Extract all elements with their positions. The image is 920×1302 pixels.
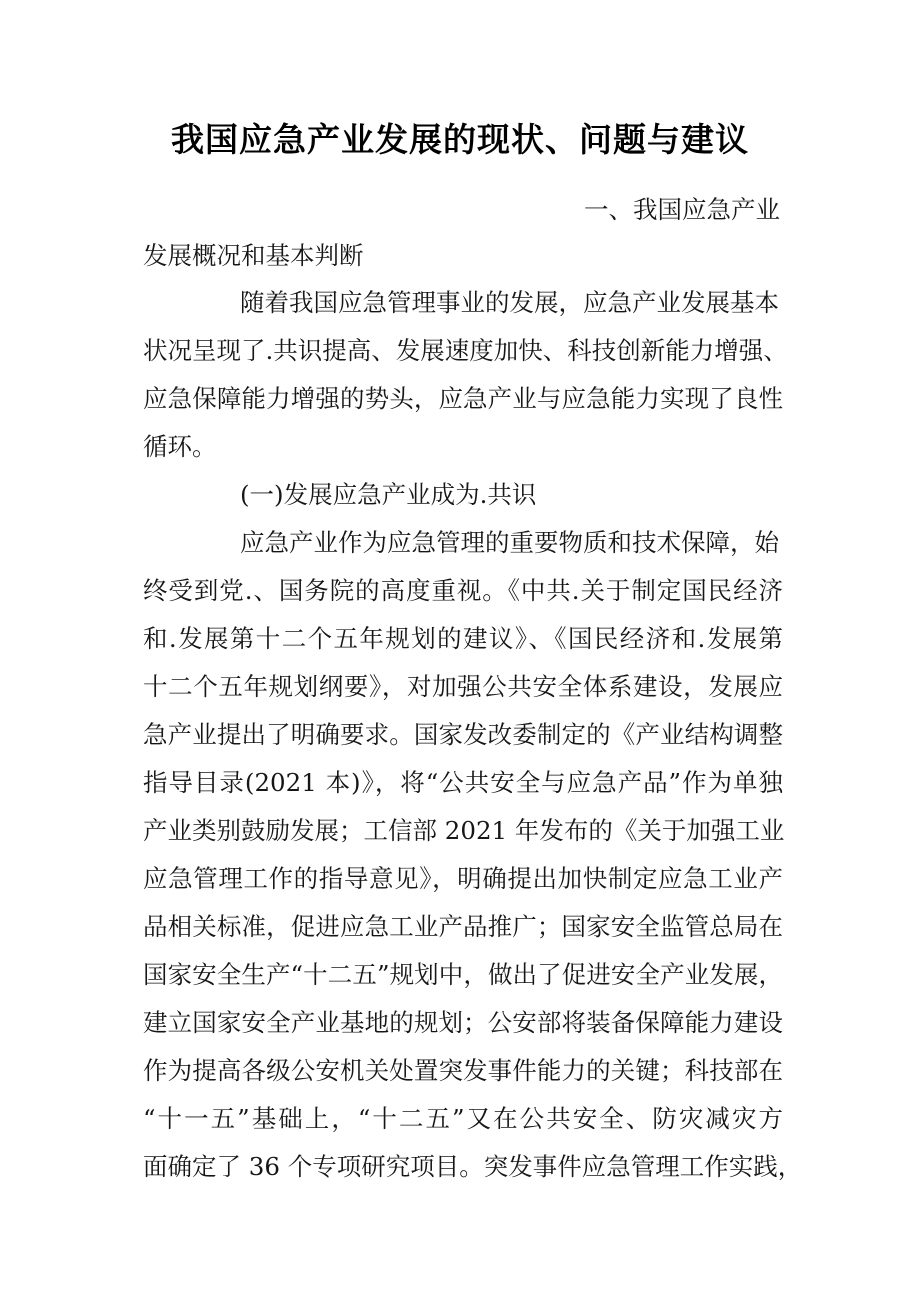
paragraph-2-line-11: 建立国家安全产业基地的规划；公安部将装备保障能力建设 (143, 1008, 783, 1037)
paragraph-2-line-13: “十一五”基础上，“十二五”又在公共安全、防灾减灾方 (143, 1104, 783, 1133)
paragraph-1-line-1: 随着我国应急管理事业的发展，应急产业发展基本 (240, 288, 779, 317)
paragraph-2-line-12: 作为提高各级公安机关处置突发事件能力的关键；科技部在 (143, 1056, 783, 1085)
section-heading-part1: 一、我国应急产业 (584, 195, 780, 224)
paragraph-2-line-2: 终受到党.、国务院的高度重视。《中共.关于制定国民经济 (143, 576, 783, 605)
paragraph-2-line-6: 指导目录(2021 本)》，将“公共安全与应急产品”作为单独 (143, 768, 783, 797)
paragraph-1-line-2: 状况呈现了.共识提高、发展速度加快、科技创新能力增强、 (143, 336, 788, 365)
paragraph-2-line-10: 国家安全生产“十二五”规划中，做出了促进安全产业发展， (143, 960, 783, 989)
paragraph-2-line-3: 和.发展第十二个五年规划的建议》、《国民经济和.发展第 (143, 624, 783, 653)
paragraph-2-line-9: 品相关标准，促进应急工业产品推广；国家安全监管总局在 (143, 912, 783, 941)
paragraph-1-line-3: 应急保障能力增强的势头，应急产业与应急能力实现了良性 (143, 384, 783, 413)
section-heading-part2: 发展概况和基本判断 (143, 241, 364, 270)
paragraph-2-line-5: 急产业提出了明确要求。国家发改委制定的《产业结构调整 (143, 720, 783, 749)
paragraph-2-line-8: 应急管理工作的指导意见》，明确提出加快制定应急工业产 (143, 864, 783, 893)
paragraph-2-line-4: 十二个五年规划纲要》，对加强公共安全体系建设，发展应 (143, 672, 783, 701)
document-title: 我国应急产业发展的现状、问题与建议 (171, 120, 749, 159)
subheading-1: (一)发展应急产业成为.共识 (240, 480, 537, 509)
paragraph-2-line-7: 产业类别鼓励发展；工信部 2021 年发布的《关于加强工业 (143, 816, 785, 845)
paragraph-2-line-1: 应急产业作为应急管理的重要物质和技术保障，始 (240, 528, 779, 557)
paragraph-1-line-4: 循环。 (143, 432, 217, 461)
paragraph-2-line-14: 面确定了 36 个专项研究项目。突发事件应急管理工作实践， (143, 1152, 803, 1181)
